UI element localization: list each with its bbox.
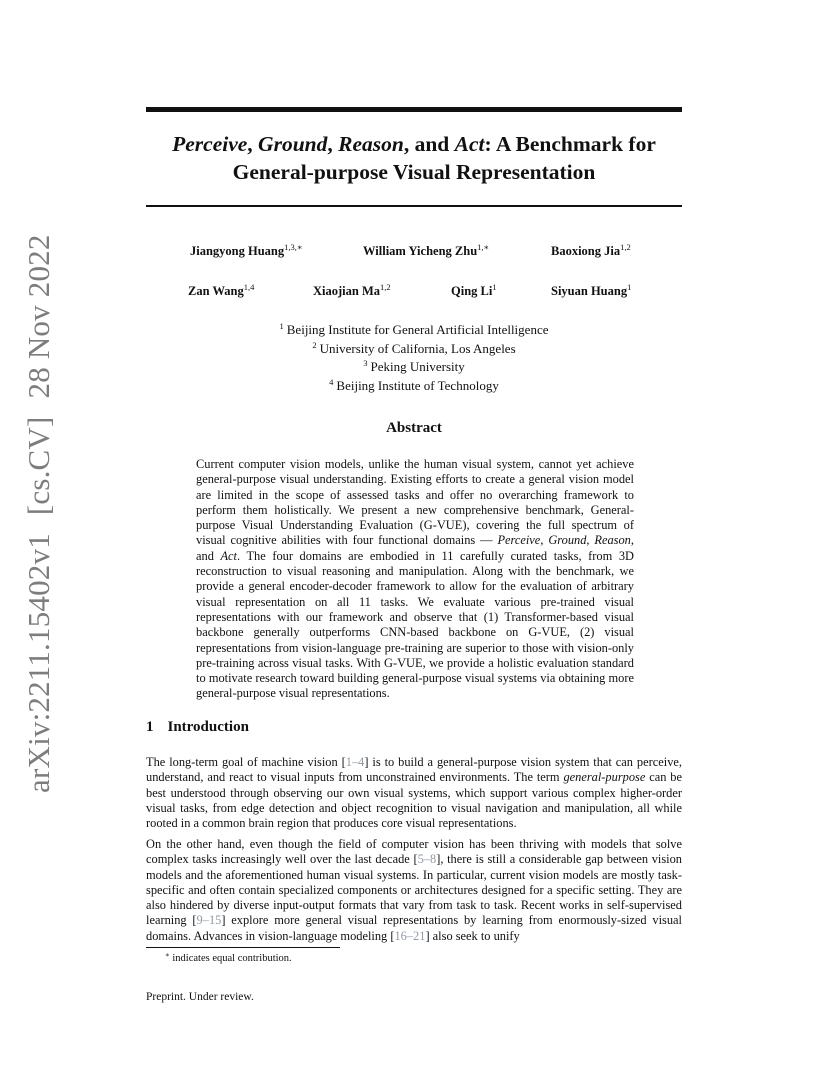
citation-link[interactable]: 5–8 <box>417 852 437 867</box>
author-name: Xiaojian Ma$^{1,2}$ <box>313 282 391 298</box>
footnote: ∗ indicates equal contribution. <box>165 951 292 964</box>
citation-link[interactable]: 9–15 <box>196 913 222 928</box>
title-line-1: Perceive, Ground, Reason, and Act: A Benchmark for <box>172 132 656 156</box>
author-name: Siyuan Huang$^1$ <box>551 282 632 298</box>
paper-title <box>146 130 682 186</box>
abstract-heading: Abstract <box>386 420 442 436</box>
citation-link[interactable]: 16–21 <box>394 928 426 943</box>
abstract-body: Current computer vision models, unlike the human visual system, cannot yet achieve general-purpose visual understanding. Existing efforts to create a general vision model are limited in the scope of assessed tasks and offer no overarching framework to perform them holistically. We present a new comprehensive benchmark, General-purpose Visual Understanding Evaluation (G-VUE), covering the full spectrum of visual cognitive abilities with four functional domains — Perceive, Ground, Reason, and Act. The four domains are embodied in 11 carefully curated tasks, from 3D reconstruction to visual reasoning and manipulation. Along with the benchmark, we provide a general encoder-decoder framework to allow for the evaluation of arbitrary visual representation on all 11 tasks. We evaluate various pre-trained visual representations with our framework and observe that (1) Transformer-based visual backbone generally outperforms CNN-based backbone on G-VUE, (2) visual representations from vision-language pre-training are superior to those with vision-only pre-training across visual tasks. With G-VUE, we provide a holistic evaluation standard to motivate research toward building general-purpose visual systems via obtaining more general-purpose visual representations. <box>196 457 634 701</box>
title-line-2: General-purpose Visual Representation <box>232 160 596 184</box>
preprint-note: Preprint. Under review. <box>146 991 254 1003</box>
affiliation: $^4$ Beijing Institute of Technology <box>329 376 499 393</box>
affiliations <box>146 319 682 393</box>
arxiv-id: arXiv:2211.15402v1 <box>21 533 56 793</box>
arxiv-category: [cs.CV] <box>21 416 56 516</box>
arxiv-stamp <box>21 234 57 793</box>
affiliation: $^3$ Peking University <box>363 358 465 374</box>
author-name: Zan Wang$^{1,4}$ <box>188 282 255 298</box>
affiliation: $^2$ University of California, Los Angeles <box>312 339 516 356</box>
section-heading: 1 Introduction <box>146 719 249 735</box>
author-name: William Yicheng Zhu$^{1,∗}$ <box>363 242 490 258</box>
intro-paragraph-2: On the other hand, even though the field of computer vision has been thriving with models that solve complex tasks increasingly well over the last decade [5–8], there is still a considerable gap between vision models and the aforementioned human visual systems. In particular, current vision models are mostly task-specific and often contain specialized components or architectures designed for a specific setting. They are also hindered by diverse input-output formats that vary from task to task. Recent works in self-supervised learning [9–15] explore more general visual representations by learning from enormously-sized visual domains. Advances in vision-language modeling [16–21] also seek to unify <box>146 837 682 943</box>
citation-link[interactable]: 1–4 <box>345 755 365 769</box>
title-top-rule <box>146 107 682 112</box>
author-name: Baoxiong Jia$^{1,2}$ <box>551 242 631 258</box>
author-name: Jiangyong Huang$^{1,3,∗}$ <box>190 242 303 258</box>
title-bottom-rule <box>146 205 682 207</box>
author-name: Qing Li$^1$ <box>451 282 497 298</box>
affiliation: $^1$ Beijing Institute for General Artificial Intelligence <box>279 321 549 337</box>
footnote-rule <box>146 947 340 948</box>
intro-paragraph-1: The long-term goal of machine vision [1–4] is to build a general-purpose vision system that can perceive, understand, and react to visual inputs from unconstrained environments. The term general-purpose can be best understood through observing our own visual systems, which support various complex higher-order visual tasks, from edge detection and object recognition to visual navigation and manipulation, all while rooted in a common brain region that produces core visual representations. <box>146 755 682 831</box>
arxiv-date: 28 Nov 2022 <box>21 234 56 399</box>
